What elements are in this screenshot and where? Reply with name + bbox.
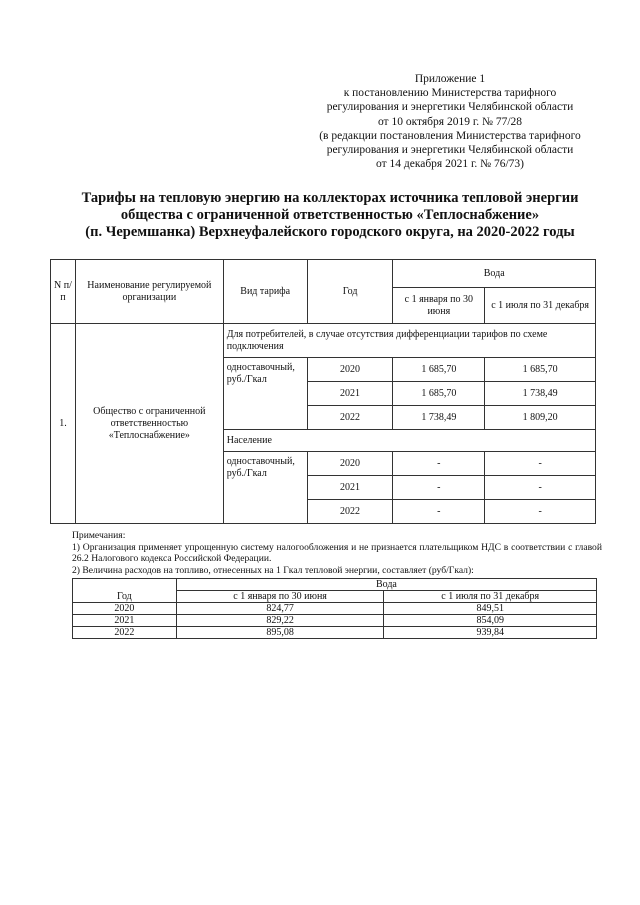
organization-name: Общество с ограниченной ответственностью «Теплоснабжение» [75, 324, 223, 524]
header-period-2: с 1 июля по 31 декабря [384, 591, 597, 603]
notes-section [72, 530, 602, 576]
year-cell: 2021 [307, 476, 393, 500]
value-cell: 1 685,70 [393, 358, 485, 382]
row-number: 1. [51, 324, 76, 524]
note-2: 2) Величина расходов на топливо, отнесенных на 1 Гкал тепловой энергии, составляет (руб/Гкал): [72, 564, 474, 576]
appendix-line: Приложение 1 [414, 73, 486, 85]
value-cell: - [393, 500, 485, 524]
title-line: Тарифы на тепловую энергию на коллекторах источника тепловой энергии [81, 190, 579, 206]
year-cell: 2020 [307, 452, 393, 476]
header-org: Наименование регулируемой организации [75, 260, 223, 324]
tariff-type: одноставочный, руб./Гкал [223, 358, 307, 430]
table-header-row [51, 260, 596, 288]
tariff-type: одноставочный, руб./Гкал [223, 452, 307, 524]
year-cell: 2022 [307, 406, 393, 430]
value-cell: 824,77 [176, 603, 384, 615]
table-row [51, 324, 596, 358]
value-cell: 895,08 [176, 627, 384, 639]
header-water: Вода [393, 260, 596, 288]
table-row [73, 627, 597, 639]
value-cell: - [393, 452, 485, 476]
header-tariff-type: Вид тарифа [223, 260, 307, 324]
appendix-line: от 10 октября 2019 г. № 77/28 [377, 115, 523, 128]
year-cell: 2021 [73, 615, 177, 627]
appendix-line: от 14 декабря 2021 г. № 76/73) [375, 158, 525, 171]
appendix-line: регулирования и энергетики Челябинской области [326, 144, 574, 157]
header-period-1: с 1 января по 30 июня [393, 288, 485, 324]
table-row [73, 615, 597, 627]
document-title [40, 190, 620, 241]
value-cell: - [485, 476, 596, 500]
header-year: Год [307, 260, 393, 324]
year-cell: 2021 [307, 382, 393, 406]
tariff-table [50, 259, 596, 524]
appendix-header [300, 72, 600, 171]
year-cell: 2020 [73, 603, 177, 615]
value-cell: 939,84 [384, 627, 597, 639]
notes-heading: Примечания: [72, 530, 126, 541]
header-water: Вода [176, 579, 596, 591]
year-cell: 2020 [307, 358, 393, 382]
header-year: Год [73, 579, 177, 603]
value-cell: - [485, 452, 596, 476]
appendix-line: (в редакции постановления Министерства тарифного [319, 129, 581, 142]
value-cell: 829,22 [176, 615, 384, 627]
value-cell: 854,09 [384, 615, 597, 627]
value-cell: - [485, 500, 596, 524]
header-period-1: с 1 января по 30 июня [176, 591, 384, 603]
value-cell: 1 685,70 [485, 358, 596, 382]
value-cell: 1 685,70 [393, 382, 485, 406]
header-num: N п/п [51, 260, 76, 324]
group-label: Для потребителей, в случае отсутствия дифференциации тарифов по схеме подключения [223, 324, 595, 358]
value-cell: 849,51 [384, 603, 597, 615]
year-cell: 2022 [307, 500, 393, 524]
appendix-line: к постановлению Министерства тарифного [343, 87, 557, 100]
title-line: общества с ограниченной ответственностью «Теплоснабжение» [120, 207, 540, 223]
value-cell: - [393, 476, 485, 500]
title-line: (п. Черемшанка) Верхнеуфалейского городского округа, на 2020-2022 годы [85, 224, 575, 240]
year-cell: 2022 [73, 627, 177, 639]
value-cell: 1 738,49 [393, 406, 485, 430]
note-1: 1) Организация применяет упрощенную систему налогообложения и не признается плательщиком НДС в соответствии с главой 26.2 Налогового кодекса Российской Федерации. [72, 541, 602, 565]
table-row [73, 603, 597, 615]
fuel-cost-table [72, 578, 597, 639]
appendix-line: регулирования и энергетики Челябинской области [326, 101, 574, 114]
group-label: Население [223, 430, 595, 452]
value-cell: 1 809,20 [485, 406, 596, 430]
value-cell: 1 738,49 [485, 382, 596, 406]
header-period-2: с 1 июля по 31 декабря [485, 288, 596, 324]
table-header-row [73, 579, 597, 591]
